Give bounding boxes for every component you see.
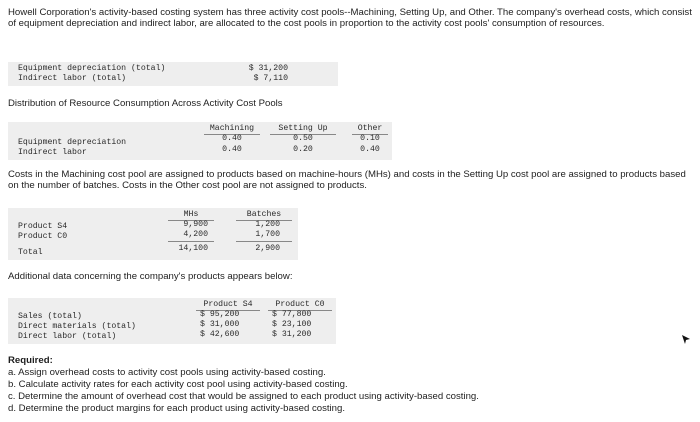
required-heading: Required: xyxy=(8,355,53,366)
overhead-label-labor: Indirect labor (total) xyxy=(18,74,127,83)
product-row-label-labor: Direct labor (total) xyxy=(18,332,117,341)
distribution-heading: Distribution of Resource Consumption Across Activity Cost Pools xyxy=(8,98,283,109)
overhead-value-equipment: $ 31,200 xyxy=(248,64,288,73)
product-row-label-sales: Sales (total) xyxy=(18,312,82,321)
activity-row-label-c0: Product C0 xyxy=(18,232,68,241)
product-cell: $ 42,600 xyxy=(200,330,240,339)
product-col-s4: Product S4 xyxy=(203,300,253,309)
overhead-table xyxy=(8,62,338,86)
activity-table xyxy=(8,208,298,260)
product-cell: $ 95,200 xyxy=(200,310,240,319)
dist-cell: 0.40 xyxy=(222,145,242,154)
activity-col-batches: Batches xyxy=(246,210,282,219)
activity-row-label-s4: Product S4 xyxy=(18,222,68,231)
activity-cell: 4,200 xyxy=(183,230,208,239)
assignment-paragraph: Costs in the Machining cost pool are assigned to products based on machine-hours (MHs) and costs in the Setting Up cost pool are assigned to products based on the number of batches. Costs in the Other cost pool are not assigned to products. xyxy=(8,169,686,192)
dist-cell: 0.40 xyxy=(360,145,380,154)
dist-col-setting-up: Setting Up xyxy=(278,124,328,133)
required-item-b: b. Calculate activity rates for each activity cost pool using activity-based costing. xyxy=(8,379,348,390)
dist-row-label-labor: Indirect labor xyxy=(18,148,87,157)
dist-cell: 0.10 xyxy=(360,134,380,143)
product-row-label-materials: Direct materials (total) xyxy=(18,322,136,331)
dist-col-machining: Machining xyxy=(209,124,255,133)
product-data-table xyxy=(8,298,336,344)
product-cell: $ 77,800 xyxy=(272,310,312,319)
dist-col-other: Other xyxy=(357,124,383,133)
additional-paragraph: Additional data concerning the company's products appears below: xyxy=(8,271,293,282)
distribution-table xyxy=(8,122,392,160)
product-cell: $ 31,200 xyxy=(272,330,312,339)
activity-total-label: Total xyxy=(18,248,43,257)
product-cell: $ 23,100 xyxy=(272,320,312,329)
activity-cell: 1,200 xyxy=(255,220,280,229)
activity-total-cell: 2,900 xyxy=(255,244,280,253)
dist-row-label-equipment: Equipment depreciation xyxy=(18,138,127,147)
activity-col-mhs: MHs xyxy=(183,210,199,219)
overhead-value-labor: $ 7,110 xyxy=(253,74,288,83)
activity-cell: 1,700 xyxy=(255,230,280,239)
required-item-d: d. Determine the product margins for each product using activity-based costing. xyxy=(8,403,346,414)
dist-cell: 0.40 xyxy=(222,134,242,143)
activity-cell: 9,900 xyxy=(183,220,208,229)
dist-cell: 0.20 xyxy=(293,145,313,154)
product-cell: $ 31,000 xyxy=(200,320,240,329)
required-item-c: c. Determine the amount of overhead cost that would be assigned to each product using activity-based costing. xyxy=(8,391,479,402)
intro-paragraph: Howell Corporation's activity-based costing system has three activity cost pools--Machining, Setting Up, and Other. The company's overhead costs, which consist of equipment depreciation and indirect labor, are allocated to the cost pools in proportion to the activity cost pools' consumption of resources. xyxy=(8,7,692,30)
required-item-a: a. Assign overhead costs to activity cost pools using activity-based costing. xyxy=(8,367,326,378)
dist-cell: 0.50 xyxy=(293,134,313,143)
product-col-c0: Product C0 xyxy=(275,300,325,309)
activity-total-cell: 14,100 xyxy=(178,244,208,253)
mouse-cursor-icon xyxy=(681,334,691,346)
overhead-label-equipment: Equipment depreciation (total) xyxy=(18,64,166,73)
